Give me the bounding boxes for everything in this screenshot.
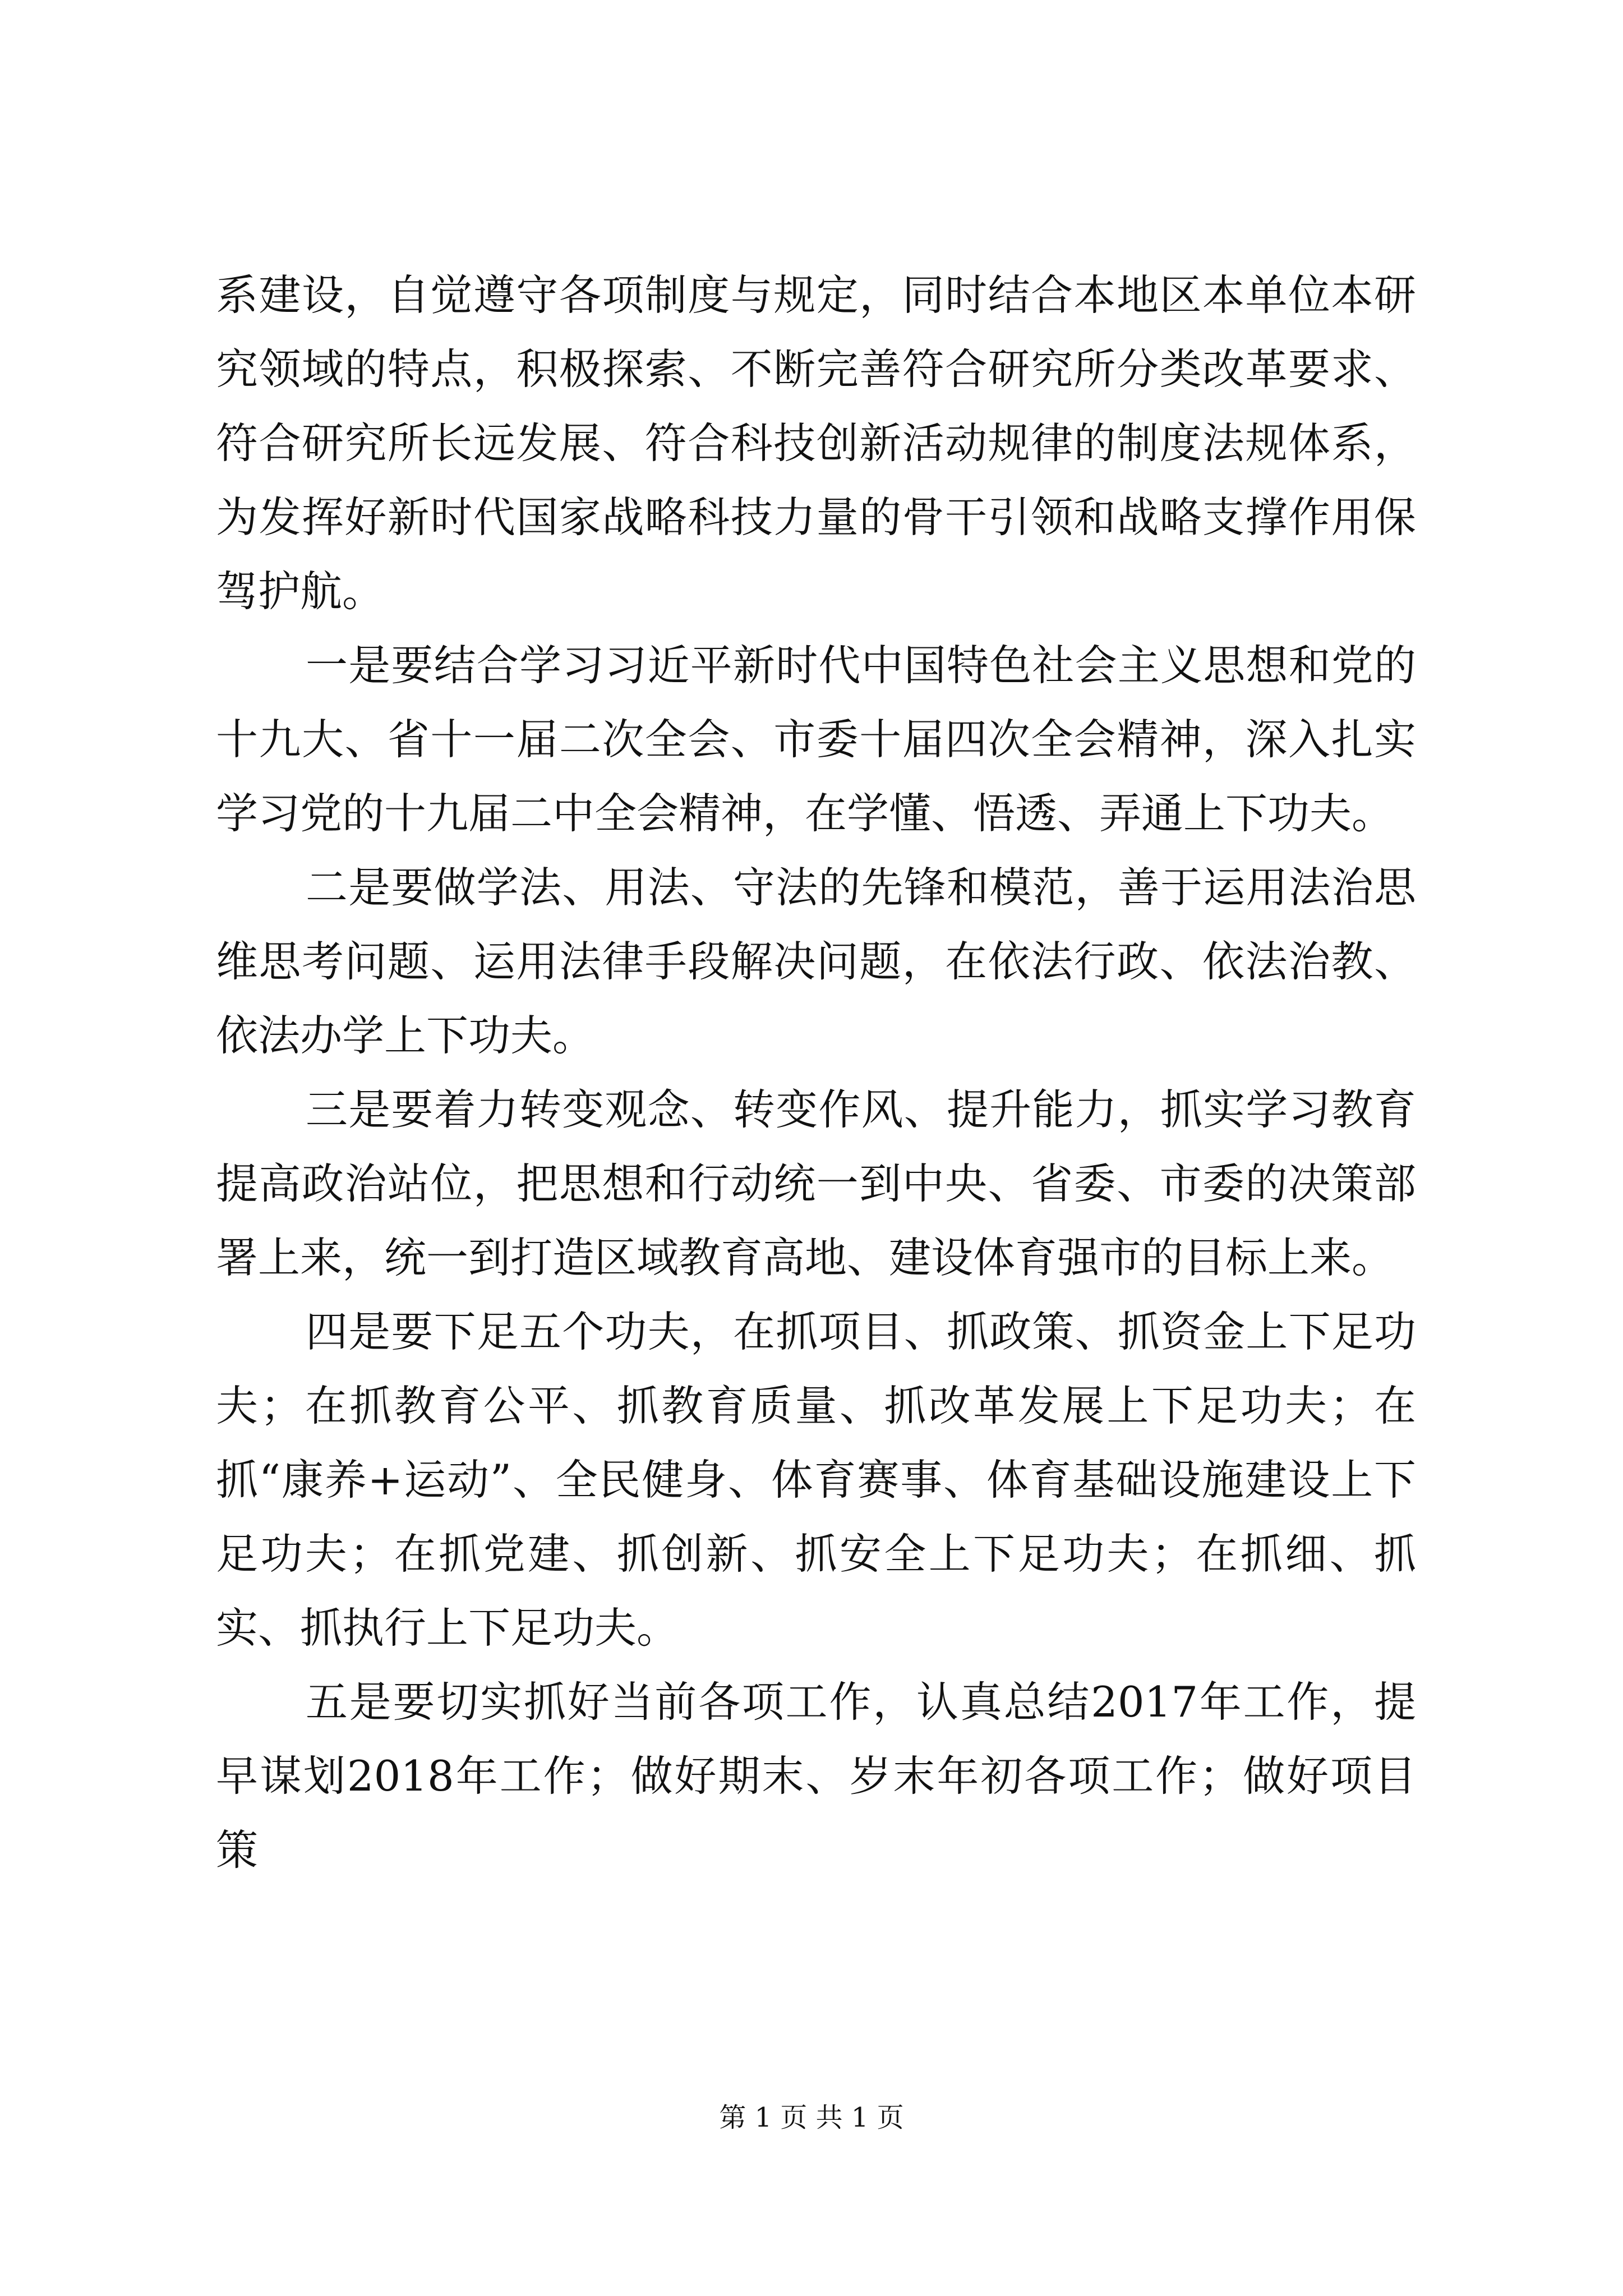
paragraph-point-three: 三是要着力转变观念、转变作风、提升能力，抓实学习教育提高政治站位，把思想和行动统一到中央、省委、市委的决策部署上来，统一到打造区域教育高地、建设体育强市的目标上来。 <box>216 1085 1416 1282</box>
paragraph-point-four: 四是要下足五个功夫，在抓项目、抓政策、抓资金上下足功夫；在抓教育公平、抓教育质量、抓改革发展上下足功夫；在抓“康养+运动”、全民健身、体育赛事、体育基础设施建设上下足功夫；在抓党建、抓创新、抓安全上下足功夫；在抓细、抓实、抓执行上下足功夫。 <box>216 1307 1416 1653</box>
page-number-footer: 第 1 页 共 1 页 <box>719 2102 904 2133</box>
paragraph-continuation: 系建设，自觉遵守各项制度与规定，同时结合本地区本单位本研究领域的特点，积极探索、不断完善符合研究所分类改革要求、符合研究所长远发展、符合科技创新活动规律的制度法规体系，为发挥好新时代国家战略科技力量的骨干引领和战略支撑作用保驾护航。 <box>216 270 1416 616</box>
paragraph-point-five: 五是要切实抓好当前各项工作，认真总结2017年工作，提早谋划2018年工作；做好期末、岁末年初各项工作；做好项目策 <box>216 1677 1416 1875</box>
paragraph-point-one: 一是要结合学习习近平新时代中国特色社会主义思想和党的十九大、省十一届二次全会、市委十届四次全会精神，深入扎实学习党的十九届二中全会精神，在学懂、悟透、弄通上下功夫。 <box>216 641 1416 838</box>
paragraph-point-two: 二是要做学法、用法、守法的先锋和模范，善于运用法治思维思考问题、运用法律手段解决问题，在依法行政、依法治教、依法办学上下功夫。 <box>216 863 1416 1060</box>
document-body <box>216 258 1416 1887</box>
